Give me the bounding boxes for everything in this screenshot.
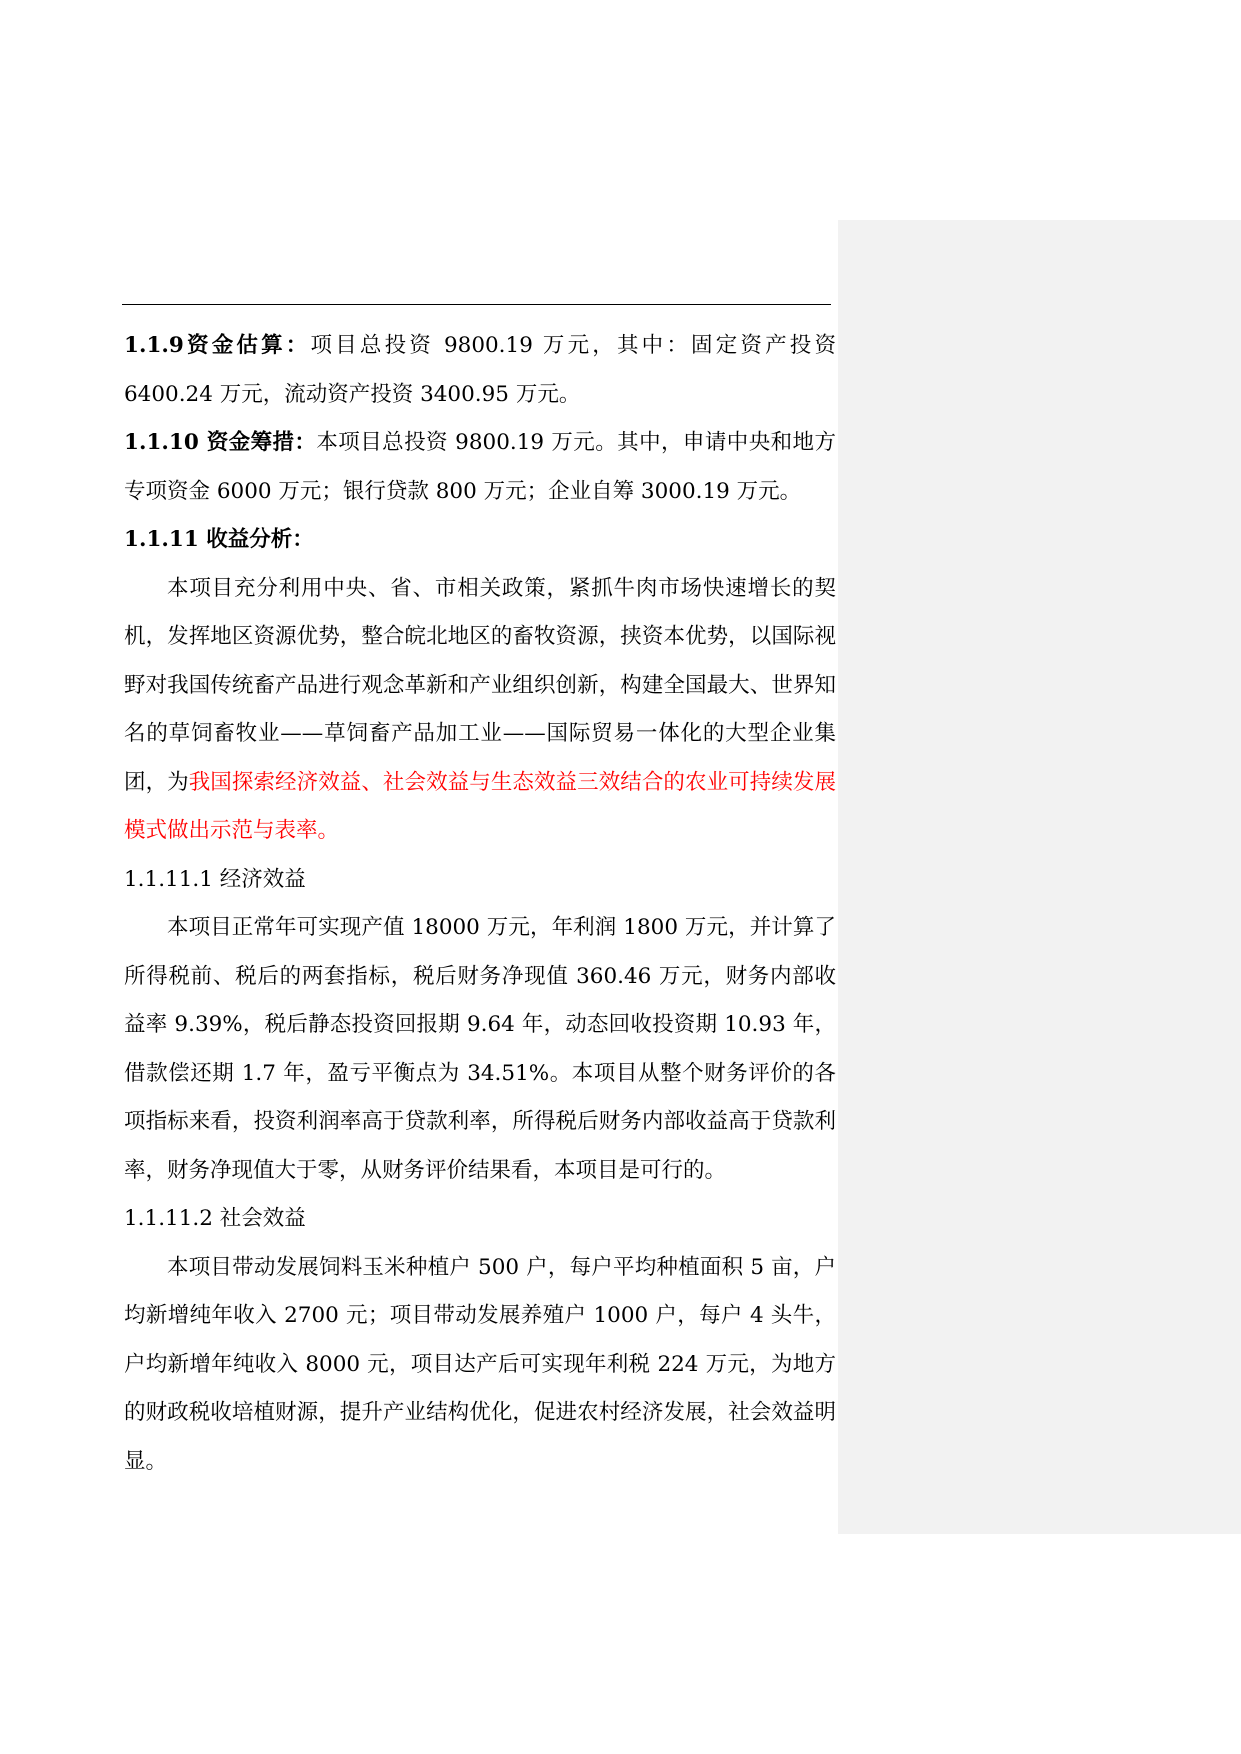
document-body [124, 322, 836, 1486]
section-1-1-9 [124, 322, 836, 419]
comment-margin-pane [838, 220, 1241, 1534]
section-heading: 1.1.9资金估算： [124, 333, 311, 358]
section-1-1-10 [124, 419, 836, 516]
social-benefit-paragraph [124, 1244, 836, 1487]
section-text: 项目总投资 9800.19 万元，其中：固定资产投资 6400.24 万元，流动资产投资 3400.95 万元。 [124, 333, 836, 407]
section-heading: 1.1.11 收益分析： [124, 527, 314, 552]
subsection-heading: 1.1.11.2 社会效益 [124, 1206, 306, 1231]
section-1-1-11 [124, 516, 836, 565]
paragraph-text: 本项目带动发展饲料玉米种植户 500 户，每户平均种植面积 5 亩，户均新增纯年收入 2700 元；项目带动发展养殖户 1000 户，每户 4 头牛，户均新增年纯收入 8000 元，项目达产后可实现年利税 224 万元，为地方的财政税收培植财源，提升产业结构优化，促进农村经济发展，社会效益明显。 [124, 1254, 836, 1474]
header-rule [122, 304, 831, 305]
benefit-analysis-paragraph [124, 565, 836, 856]
paragraph-text: 本项目正常年可实现产值 18000 万元，年利润 1800 万元，并计算了所得税前、税后的两套指标，税后财务净现值 360.46 万元，财务内部收益率 9.39%，税后静态投资回报期 9.64 年，动态回收投资期 10.93 年，借款偿还期 1.7 年，盈亏平衡点为 34.51%。本项目从整个财务评价的各项指标来看，投资利润率高于贷款利率，所得税后财务内部收益高于贷款利率，财务净现值大于零，从财务评价结果看，本项目是可行的。 [124, 915, 836, 1183]
highlighted-text: 我国探索经济效益、社会效益与生态效益三效结合的农业可持续发展模式做出示范与表率。 [124, 769, 836, 843]
subsection-heading: 1.1.11.1 经济效益 [124, 866, 306, 892]
section-heading: 1.1.10 资金筹措： [124, 430, 317, 455]
section-1-1-11-2 [124, 1195, 836, 1244]
economic-benefit-paragraph [124, 904, 836, 1195]
paragraph-text: 本项目充分利用中央、省、市相关政策，紧抓牛肉市场快速增长的契机，发挥地区资源优势，整合皖北地区的畜牧资源，挟资本优势，以国际视野对我国传统畜产品进行观念革新和产业组织创新，构建全国最大、世界知名的草饲畜牧业——草饲畜产品加工业——国际贸易一体化的大型企业集团，为 [124, 575, 836, 795]
section-1-1-11-1 [124, 856, 836, 905]
section-text: 本项目总投资 9800.19 万元。其中，申请中央和地方专项资金 6000 万元；银行贷款 800 万元；企业自筹 3000.19 万元。 [124, 430, 836, 504]
